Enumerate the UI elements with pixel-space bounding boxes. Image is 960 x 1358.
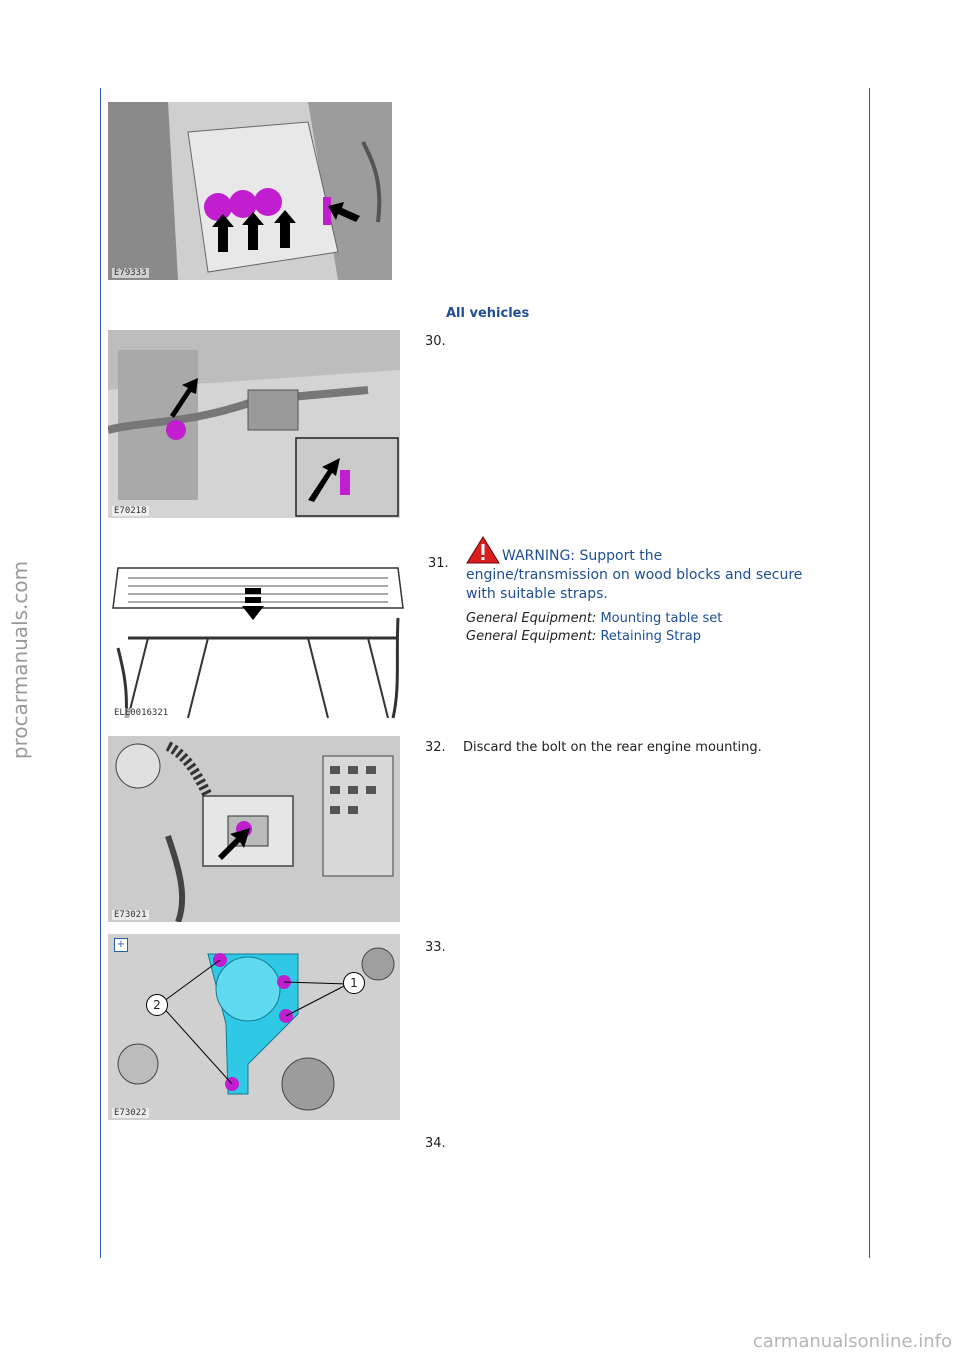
equipment-line-1 (466, 611, 722, 626)
side-watermark (0, 560, 40, 760)
warning-icon (466, 536, 500, 564)
zoom-icon[interactable]: + (114, 938, 128, 952)
figure-label: E79333 (114, 268, 147, 278)
equipment-link-retaining-strap[interactable]: Retaining Strap (600, 629, 701, 644)
equipment-link-mounting-table-set[interactable]: Mounting table set (600, 611, 723, 626)
figure-e79333-illustration (108, 102, 392, 280)
figure-e73022-illustration (108, 934, 400, 1120)
equipment-line-2 (466, 629, 701, 644)
warning-block (466, 536, 806, 604)
figure-e70218 (108, 330, 400, 518)
step-number-30: 30. (425, 334, 446, 349)
figure-label: E73021 (114, 910, 147, 920)
side-watermark-text: procarmanuals.com (8, 560, 32, 760)
equipment-prefix: General Equipment: (466, 611, 597, 626)
step-number-31: 31. (428, 556, 449, 571)
equipment-prefix: General Equipment: (466, 629, 597, 644)
figure-label: E70218 (114, 506, 147, 516)
figure-e73022 (108, 934, 400, 1120)
step-text-32: Discard the bolt on the rear engine mounting. (463, 740, 762, 755)
callout-1: 1 (343, 972, 365, 994)
page-rule-left (100, 88, 101, 1258)
figure-label: ELE0016321 (114, 708, 169, 718)
bottom-watermark: carmanualsonline.info (752, 1331, 952, 1352)
figure-e73021-illustration (108, 736, 400, 922)
figure-ele0016321-illustration (108, 548, 410, 720)
callout-2: 2 (146, 994, 168, 1016)
figure-e79333 (108, 102, 392, 280)
section-heading: All vehicles (446, 306, 530, 321)
figure-ele0016321 (108, 548, 410, 720)
figure-e70218-illustration (108, 330, 400, 518)
step-number-32: 32. (425, 740, 446, 755)
figure-label: E73022 (114, 1108, 147, 1118)
figure-e73021 (108, 736, 400, 922)
page-rule-right (869, 88, 870, 1258)
step-number-33: 33. (425, 940, 446, 955)
warning-text: WARNING: Support the engine/transmission on wood blocks and secure with suitable straps. (466, 548, 803, 602)
step-number-34: 34. (425, 1136, 446, 1151)
